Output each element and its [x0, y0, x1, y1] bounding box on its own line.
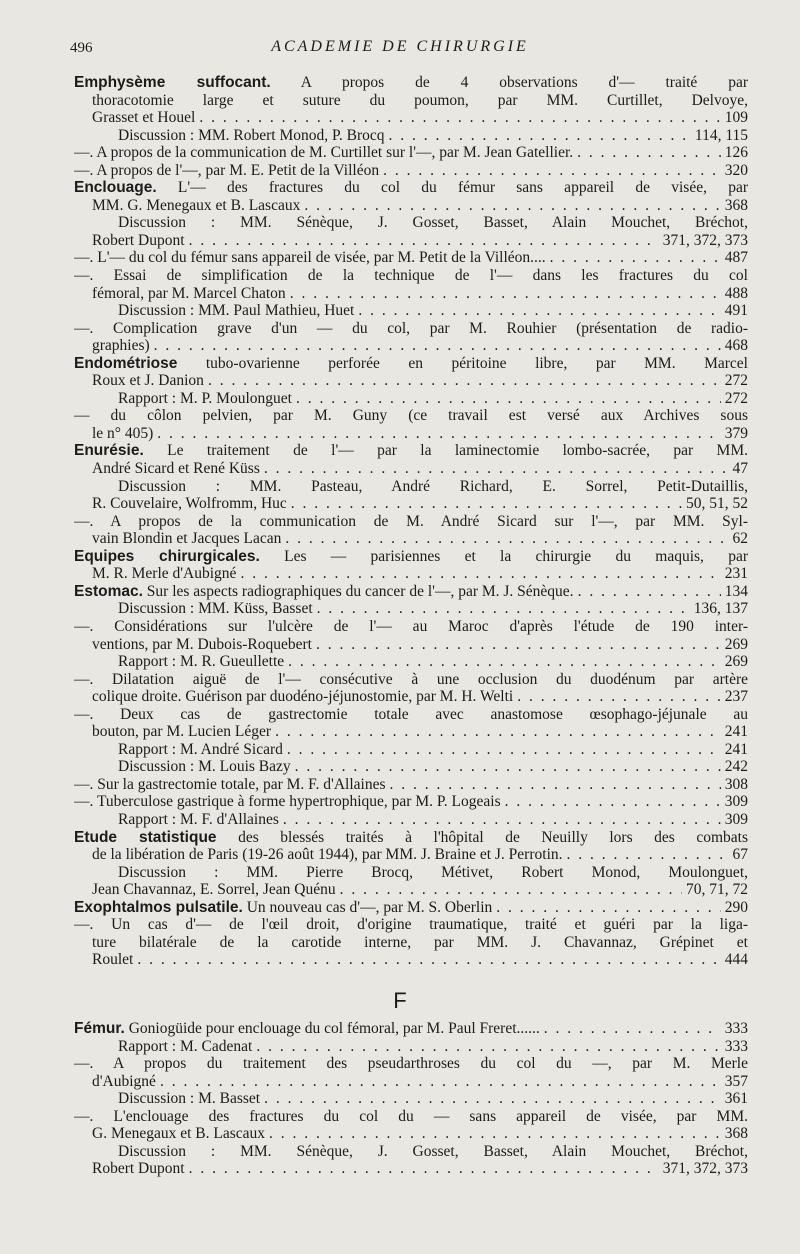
index-line: [74, 442, 748, 460]
entry-description: —. Un cas d'— de l'œil droit, d'origine traumatique, traité et guéri par la liga-: [74, 916, 748, 934]
dot-leader: [544, 1020, 721, 1038]
index-line: [74, 390, 748, 408]
entry-text: [92, 495, 287, 513]
entry-description: R. Couvelaire, Wolfromm, Huc: [92, 495, 287, 513]
page-reference: 371, 372, 373: [662, 231, 748, 249]
entry-text: [118, 1090, 260, 1108]
entry-text: [118, 390, 292, 408]
index-line: [74, 811, 748, 829]
page-reference: 333: [724, 1020, 748, 1037]
entry-description: Discussion : MM. Robert Monod, P. Brocq: [118, 126, 385, 144]
entry-description: —. Deux cas de gastrectomie totale avec anastomose œsophago-jéjunale au: [74, 705, 748, 723]
dot-leader: [240, 565, 720, 583]
page-reference: 269: [724, 653, 748, 671]
entry-description: Robert Dupont: [92, 231, 185, 249]
index-line: [74, 793, 748, 811]
index-line: [74, 337, 748, 355]
entry-description: —. L'enclouage des fractures du col du — sans appareil de visée, par MM.: [74, 1107, 748, 1125]
entry-description: ventions, par M. Dubois-Roquebert: [92, 635, 312, 653]
entry-text: [92, 232, 185, 250]
index-line: [74, 197, 748, 215]
page-reference: 272: [724, 372, 748, 390]
entry-text: [92, 285, 286, 303]
dot-leader: [304, 197, 720, 215]
index-line: [74, 934, 748, 952]
entry-text: [118, 758, 291, 776]
entry-description: le n° 405): [92, 424, 154, 442]
entry-description: Le traitement de l'— par la laminectomie lombo-sacrée, par MM.: [143, 442, 748, 460]
page-reference: 308: [724, 775, 748, 793]
index-line: [74, 249, 748, 267]
entry-description: tubo-ovarienne perforée en péritoine libre, par MM. Marcel: [177, 354, 748, 372]
index-line: [74, 776, 748, 794]
entry-text: [74, 1020, 540, 1038]
index-line: [74, 899, 748, 917]
entry-description: —. Complication grave d'un — du col, par M. Rouhier (présentation de radio-: [74, 319, 748, 337]
entry-description: Discussion : MM. Paul Mathieu, Huet: [118, 302, 355, 320]
index-line: [74, 951, 748, 969]
page-reference: 320: [724, 161, 748, 179]
entry-text: [92, 1160, 185, 1178]
index-line: [74, 320, 748, 338]
entry-keyword: Fémur.: [74, 1020, 125, 1037]
entry-description: Rapport : M. F. d'Allaines: [118, 810, 279, 828]
page-reference: 126: [724, 144, 748, 162]
entry-text: [92, 846, 563, 864]
index-line: [74, 653, 748, 671]
dot-leader: [264, 1090, 721, 1108]
entry-keyword: Enurésie.: [74, 442, 144, 460]
entry-text: [92, 565, 236, 583]
entry-text: [74, 776, 385, 794]
dot-leader: [295, 758, 721, 776]
entry-description: G. Menegaux et B. Lascaux: [92, 1125, 266, 1143]
entry-text: [118, 600, 313, 618]
index-line: [74, 127, 748, 145]
dot-leader: [496, 899, 720, 917]
page-reference: 269: [724, 635, 748, 653]
entry-description: —. A propos de la communication de M. André Sicard sur l'—, par MM. Syl-: [74, 512, 748, 530]
page-reference: 309: [724, 793, 748, 811]
dot-leader: [383, 162, 721, 180]
index-line: [74, 179, 748, 197]
dot-leader: [269, 1125, 721, 1143]
index-line: [74, 671, 748, 689]
entry-text: [92, 460, 260, 478]
dot-leader: [389, 127, 691, 145]
page-reference: 241: [724, 723, 748, 741]
entry-text: [74, 144, 573, 162]
entry-description: André Sicard et René Küss: [92, 460, 260, 478]
entry-description: —. A propos de la communication de M. Curtillet sur l'—, par M. Jean Gatellier.: [74, 144, 574, 162]
page-reference: 357: [724, 1072, 748, 1090]
index-line: [74, 1090, 748, 1108]
index-line: [74, 372, 748, 390]
page-reference: 371, 372, 373: [662, 1160, 748, 1178]
dot-leader: [160, 1073, 721, 1091]
section-letter: F: [393, 988, 407, 1013]
entry-description: —. A propos de l'—, par M. E. Petit de la Villéon: [74, 161, 380, 179]
entry-description: bouton, par M. Lucien Léger: [92, 723, 272, 741]
entry-text: [92, 425, 153, 443]
entry-text: [118, 1038, 252, 1056]
index-line: [74, 425, 748, 443]
entry-description: —. A propos du traitement des pseudarthroses du col du —, par M. Merle: [74, 1055, 748, 1073]
entry-description: Discussion : M. Louis Bazy: [118, 758, 291, 776]
dot-leader: [189, 232, 659, 250]
page-reference: 70, 71, 72: [686, 881, 748, 899]
page-reference: 62: [732, 530, 748, 548]
entry-keyword: Enclouage.: [74, 179, 157, 197]
dot-leader: [287, 741, 721, 759]
index-line: [74, 916, 748, 934]
page-reference: 309: [724, 810, 748, 828]
dot-leader: [316, 636, 721, 654]
page-reference: 67: [732, 846, 748, 864]
page-reference: 487: [724, 249, 748, 267]
entry-description: MM. G. Menegaux et B. Lascaux: [92, 196, 301, 214]
entry-text: [92, 109, 195, 127]
index-line: [74, 583, 748, 601]
page-reference: 134: [724, 582, 748, 600]
index-line: [74, 144, 748, 162]
entry-description: L'— des fractures du col du fémur sans appareil de visée, par: [156, 179, 748, 197]
entry-description: —. Dilatation aiguë de l'— consécutive à une occlusion du duodénum par artère: [74, 670, 748, 688]
index-line: [74, 109, 748, 127]
entry-text: [118, 127, 385, 145]
index-line: [74, 302, 748, 320]
dot-leader: [358, 302, 720, 320]
index-line: [74, 1038, 748, 1056]
dot-leader: [550, 249, 721, 267]
index-line: [74, 495, 748, 513]
index-line: [74, 706, 748, 724]
entry-text: [92, 723, 271, 741]
index-line: [74, 1108, 748, 1126]
journal-title: ACADEMIE DE CHIRURGIE: [271, 38, 529, 55]
index-line: [74, 1125, 748, 1143]
dot-leader: [275, 723, 721, 741]
dot-leader: [567, 846, 729, 864]
index-line: [74, 881, 748, 899]
entry-description: graphies): [92, 337, 150, 355]
index-line: [74, 829, 748, 847]
dot-leader: [256, 1038, 720, 1056]
page-reference: 290: [724, 898, 748, 916]
entry-description: Roulet: [92, 951, 134, 969]
entry-text: [92, 1125, 265, 1143]
entry-text: [74, 162, 379, 180]
entry-description: —. Tuberculose gastrique à forme hypertrophique, par M. P. Logeais: [74, 793, 501, 811]
index-line: [74, 741, 748, 759]
dot-leader: [137, 951, 720, 969]
entry-description: Discussion : MM. Küss, Basset: [118, 600, 313, 618]
index-line: [74, 1073, 748, 1091]
page-number: 496: [70, 40, 93, 56]
entry-description: —. Considérations sur l'ulcère de l'— au Maroc d'après l'étude de 190 inter-: [74, 617, 748, 635]
dot-leader: [291, 495, 682, 513]
index-line: [74, 548, 748, 566]
index-line: [74, 1143, 748, 1161]
dot-leader: [208, 372, 721, 390]
page-reference: 272: [724, 389, 748, 407]
index-line: [74, 285, 748, 303]
entry-description: Rapport : M. Cadenat: [118, 1037, 253, 1055]
entry-description: de la libération de Paris (19-26 août 1944), par MM. J. Braine et J. Perrotin.: [92, 846, 563, 864]
index-line: [74, 232, 748, 250]
page-reference: 488: [724, 284, 748, 302]
dot-leader: [199, 109, 720, 127]
entry-description: colique droite. Guérison par duodéno-jéjunostomie, par M. H. Welti: [92, 688, 514, 706]
entry-keyword: Exophtalmos pulsatile.: [74, 898, 243, 916]
index-line: [74, 1020, 748, 1038]
entry-text: [92, 881, 336, 899]
page-reference: 50, 51, 52: [686, 495, 748, 513]
running-head: [62, 38, 738, 58]
entry-description: vain Blondin et Jacques Lacan: [92, 530, 282, 548]
entry-description: des blessés traités à l'hôpital de Neuilly lors des combats: [216, 828, 748, 846]
entry-text: [118, 811, 279, 829]
index-line: [74, 513, 748, 531]
page-reference: 444: [724, 951, 748, 969]
index-line: [74, 74, 748, 92]
index-line: [74, 1055, 748, 1073]
index-line: [74, 1160, 748, 1178]
entry-text: [74, 583, 574, 601]
dot-leader: [317, 600, 690, 618]
page-reference: 114, 115: [694, 126, 748, 144]
entry-text: [92, 636, 312, 654]
dot-leader: [290, 285, 721, 303]
page-reference: 231: [724, 565, 748, 583]
dot-leader: [578, 583, 721, 601]
index-line: [74, 460, 748, 478]
entry-description: Un nouveau cas d'—, par M. S. Oberlin: [242, 898, 493, 916]
entry-text: [92, 372, 204, 390]
entry-description: Discussion : MM. Sénèque, J. Gosset, Basset, Alain Mouchet, Bréchot,: [118, 1142, 748, 1160]
page-reference: 333: [724, 1037, 748, 1055]
entry-text: [92, 337, 150, 355]
entry-description: Robert Dupont: [92, 1160, 185, 1178]
entry-text: [92, 951, 133, 969]
entry-description: Discussion : M. Basset: [118, 1090, 261, 1108]
dot-leader: [340, 881, 682, 899]
entry-keyword: Endométriose: [74, 354, 178, 372]
entry-description: fémoral, par M. Marcel Chaton: [92, 284, 286, 302]
page-reference: 368: [724, 196, 748, 214]
index-line: [74, 600, 748, 618]
entry-description: A propos de 4 observations d'— traité par: [270, 74, 748, 91]
index-line: [74, 565, 748, 583]
entry-description: M. R. Merle d'Aubigné: [92, 565, 237, 583]
entry-keyword: Emphysème suffocant.: [74, 74, 271, 91]
dot-leader: [577, 144, 721, 162]
entry-text: [92, 688, 513, 706]
dot-leader: [517, 688, 721, 706]
page-reference: 136, 137: [693, 600, 748, 618]
entry-description: Grasset et Houel: [92, 109, 196, 127]
entry-text: [118, 302, 354, 320]
index-line: [74, 478, 748, 496]
dot-leader: [283, 811, 721, 829]
entry-description: Sur les aspects radiographiques du cancer de l'—, par M. J. Sénèque.: [142, 582, 574, 600]
entry-description: Rapport : M. André Sicard: [118, 740, 283, 758]
entry-keyword: Estomac.: [74, 582, 143, 600]
page-reference: 491: [724, 302, 748, 320]
page-reference: 361: [724, 1090, 748, 1108]
entry-description: —. L'— du col du fémur sans appareil de visée, par M. Petit de la Villéon....: [74, 249, 546, 267]
dot-leader: [288, 653, 721, 671]
entry-text: [118, 653, 284, 671]
index-section-e: [74, 74, 748, 969]
entry-description: ture bilatérale de la carotide interne, par MM. J. Chavannaz, Grépinet et: [92, 933, 748, 951]
entry-text: [92, 1073, 156, 1091]
entry-description: Goniogüide pour enclouage du col fémoral, par M. Paul Freret......: [124, 1020, 540, 1037]
page-reference: 241: [724, 740, 748, 758]
entry-description: Les — parisiennes et la chirurgie du maquis, par: [259, 547, 748, 565]
entry-keyword: Equipes chirurgicales.: [74, 547, 260, 565]
index-line: [74, 723, 748, 741]
dot-leader: [189, 1160, 659, 1178]
dot-leader: [296, 390, 721, 408]
entry-keyword: Etude statistique: [74, 828, 217, 846]
index-line: [74, 864, 748, 882]
index-line: [74, 688, 748, 706]
index-line: [74, 530, 748, 548]
dot-leader: [154, 337, 721, 355]
entry-description: Rapport : M. R. Gueullette: [118, 653, 285, 671]
entry-description: Jean Chavannaz, E. Sorrel, Jean Quénu: [92, 881, 336, 899]
entry-description: Discussion : MM. Pierre Brocq, Métivet, Robert Monod, Moulonguet,: [118, 863, 748, 881]
page-reference: 379: [724, 424, 748, 442]
index-line: [74, 162, 748, 180]
entry-text: [118, 741, 283, 759]
index-line: [74, 846, 748, 864]
entry-description: thoracotomie large et suture du poumon, par MM. Curtillet, Delvoye,: [92, 91, 748, 109]
page-reference: 47: [732, 460, 748, 478]
index-line: [74, 214, 748, 232]
entry-text: [92, 530, 281, 548]
entry-text: [74, 899, 492, 917]
page-reference: 237: [724, 688, 748, 706]
page-reference: 242: [724, 758, 748, 776]
entry-description: —. Sur la gastrectomie totale, par M. F. d'Allaines: [74, 775, 386, 793]
entry-text: [74, 249, 546, 267]
entry-description: Roux et J. Danion: [92, 372, 204, 390]
page-reference: 468: [724, 337, 748, 355]
index-line: [74, 355, 748, 373]
dot-leader: [157, 425, 720, 443]
index-line: [74, 267, 748, 285]
page-reference: 109: [724, 109, 748, 127]
entry-description: —. Essai de simplification de la technique de l'— dans les fractures du col: [74, 267, 748, 285]
dot-leader: [264, 460, 729, 478]
entry-description: Discussion : MM. Sénèque, J. Gosset, Basset, Alain Mouchet, Bréchot,: [118, 214, 748, 232]
index-section-f: [74, 1020, 748, 1178]
dot-leader: [389, 776, 720, 794]
dot-leader: [285, 530, 728, 548]
index-line: [74, 758, 748, 776]
dot-leader: [505, 793, 721, 811]
index-line: [74, 407, 748, 425]
index-line: [74, 92, 748, 110]
entry-text: [74, 793, 501, 811]
index-line: [74, 618, 748, 636]
index-line: [74, 636, 748, 654]
page-reference: 368: [724, 1125, 748, 1143]
entry-text: [92, 197, 300, 215]
entry-description: Rapport : M. P. Moulonguet: [118, 389, 292, 407]
entry-description: Discussion : MM. Pasteau, André Richard, E. Sorrel, Petit-Dutaillis,: [118, 477, 748, 495]
entry-description: — du côlon pelvien, par M. Guny (ce travail est versé aux Archives sous: [74, 407, 748, 425]
entry-description: d'Aubigné: [92, 1072, 156, 1090]
